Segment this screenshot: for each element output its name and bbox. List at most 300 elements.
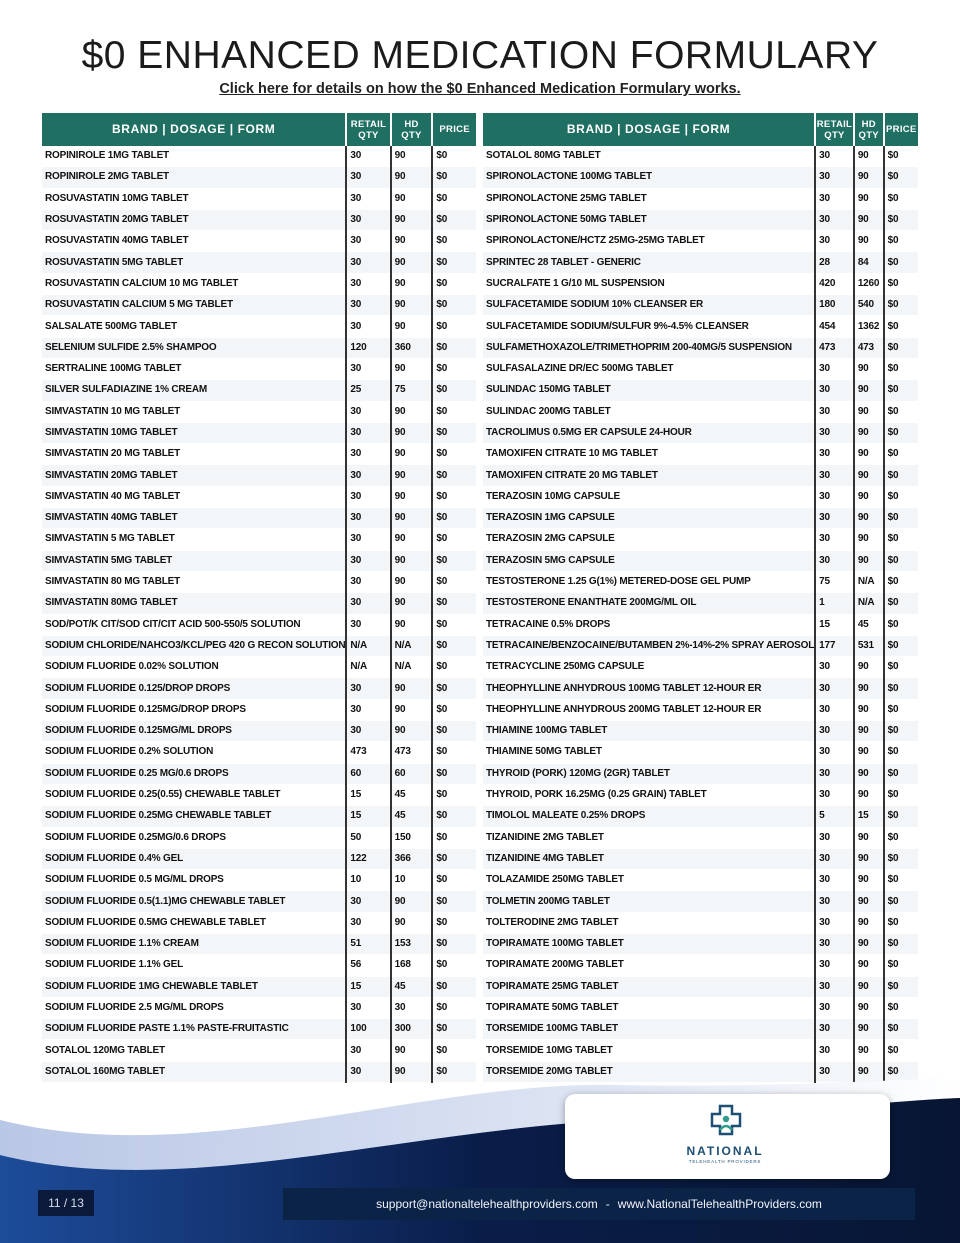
retail-qty-cell: 28 [815,252,854,273]
hd-qty-cell: 90 [854,1040,884,1061]
hd-qty-cell: 90 [391,252,433,273]
table-row [483,209,918,230]
price-cell: $0 [432,550,476,571]
price-cell: $0 [884,678,918,699]
hd-qty-cell: 60 [391,763,433,784]
medication-name-cell: TETRACAINE/BENZOCAINE/BUTAMBEN 2%-14%-2% SPRAY AEROSOL [483,635,815,656]
price-cell: $0 [884,465,918,486]
price-cell: $0 [884,912,918,933]
retail-qty-cell: 30 [815,231,854,252]
retail-qty-cell: 122 [346,848,390,869]
price-cell: $0 [432,188,476,209]
table-row [483,295,918,316]
price-cell: $0 [432,827,476,848]
retail-qty-cell: 30 [346,891,390,912]
medication-name-cell: ROSUVASTATIN 5MG TABLET [42,252,346,273]
retail-qty-cell: 30 [815,955,854,976]
table-row [42,955,476,976]
retail-qty-cell: 30 [815,508,854,529]
table-row [42,827,476,848]
retail-qty-cell: 30 [815,422,854,443]
retail-qty-cell: 473 [815,337,854,358]
medication-name-cell: SIMVASTATIN 10 MG TABLET [42,401,346,422]
medication-name-cell: THYROID, PORK 16.25MG (0.25 GRAIN) TABLET [483,784,815,805]
table-row [42,912,476,933]
retail-qty-cell: 30 [815,678,854,699]
price-cell: $0 [432,529,476,550]
hd-qty-cell: 90 [391,209,433,230]
hd-qty-cell: 45 [854,614,884,635]
medication-name-cell: SUCRALFATE 1 G/10 ML SUSPENSION [483,273,815,294]
medication-name-cell: SOTALOL 80MG TABLET [483,146,815,167]
hd-qty-cell: 90 [391,188,433,209]
hd-qty-cell: 90 [854,933,884,954]
retail-qty-cell: 15 [346,976,390,997]
price-cell: $0 [884,997,918,1018]
price-cell: $0 [432,465,476,486]
hd-qty-cell: 90 [854,465,884,486]
table-row [42,252,476,273]
hd-qty-cell: 90 [854,550,884,571]
price-cell: $0 [884,614,918,635]
retail-qty-cell: 177 [815,635,854,656]
table-row [42,529,476,550]
medication-name-cell: SIMVASTATIN 40 MG TABLET [42,486,346,507]
price-cell: $0 [432,870,476,891]
price-cell: $0 [432,848,476,869]
medication-name-cell: SPIRONOLACTONE 50MG TABLET [483,209,815,230]
price-cell: $0 [432,635,476,656]
retail-qty-line1: RETAIL [816,118,853,130]
price-cell: $0 [432,422,476,443]
medication-name-cell: SULINDAC 150MG TABLET [483,380,815,401]
retail-qty-cell: 30 [815,976,854,997]
table-header-row [483,113,918,146]
retail-qty-cell: 30 [815,1040,854,1061]
medication-name-cell: SODIUM FLUORIDE 2.5 MG/ML DROPS [42,997,346,1018]
hd-qty-cell: 90 [854,422,884,443]
table-row [483,593,918,614]
price-cell: $0 [884,593,918,614]
medication-name-cell: SOTALOL 120MG TABLET [42,1040,346,1061]
medication-name-cell: THYROID (PORK) 120MG (2GR) TABLET [483,763,815,784]
table-row [483,571,918,592]
price-cell: $0 [432,784,476,805]
price-cell: $0 [884,273,918,294]
table-row [42,273,476,294]
medication-name-cell: TETRACAINE 0.5% DROPS [483,614,815,635]
table-row [483,721,918,742]
hd-qty-line1: HD [404,118,419,130]
hd-qty-cell: 75 [391,380,433,401]
price-cell: $0 [432,444,476,465]
medication-name-cell: TORSEMIDE 100MG TABLET [483,1019,815,1040]
price-cell: $0 [884,742,918,763]
retail-qty-cell: 30 [815,550,854,571]
medication-name-cell: ROSUVASTATIN CALCIUM 5 MG TABLET [42,295,346,316]
price-cell: $0 [432,316,476,337]
medication-name-cell: SIMVASTATIN 10MG TABLET [42,422,346,443]
price-cell: $0 [884,784,918,805]
medication-name-cell: TERAZOSIN 5MG CAPSULE [483,550,815,571]
hd-qty-cell: 90 [391,146,433,167]
medication-name-cell: SODIUM FLUORIDE 1.1% GEL [42,955,346,976]
retail-qty-cell: 15 [346,784,390,805]
table-row [42,444,476,465]
medication-name-cell: TORSEMIDE 10MG TABLET [483,1040,815,1061]
medication-name-cell: SPIRONOLACTONE 25MG TABLET [483,188,815,209]
medication-name-cell: SIMVASTATIN 5MG TABLET [42,550,346,571]
price-cell: $0 [432,891,476,912]
table-row [483,167,918,188]
table-row [42,699,476,720]
hd-qty-cell: 540 [854,295,884,316]
hd-qty-cell: 90 [854,976,884,997]
medication-name-cell: SULFACETAMIDE SODIUM 10% CLEANSER ER [483,295,815,316]
price-cell: $0 [432,486,476,507]
table-row [42,295,476,316]
price-cell: $0 [432,933,476,954]
retail-qty-cell: 30 [346,486,390,507]
price-cell: $0 [884,827,918,848]
medication-name-cell: SOD/POT/K CIT/SOD CIT/CIT ACID 500-550/5 SOLUTION [42,614,346,635]
medication-name-cell: ROSUVASTATIN CALCIUM 10 MG TABLET [42,273,346,294]
price-cell: $0 [884,933,918,954]
hd-qty-cell: 90 [391,550,433,571]
hd-qty-cell: 90 [854,997,884,1018]
medication-name-cell: SODIUM FLUORIDE 1MG CHEWABLE TABLET [42,976,346,997]
medication-name-cell: TOLAZAMIDE 250MG TABLET [483,870,815,891]
retail-qty-cell: 30 [815,401,854,422]
hd-qty-cell: 1362 [854,316,884,337]
price-cell: $0 [432,273,476,294]
price-cell: $0 [884,188,918,209]
hd-qty-line1: HD [861,118,876,130]
price-cell: $0 [432,955,476,976]
retail-qty-cell: 30 [815,827,854,848]
retail-qty-cell: 25 [346,380,390,401]
hd-qty-cell: 90 [854,912,884,933]
retail-qty-cell: 15 [346,806,390,827]
hd-qty-cell: 300 [391,1019,433,1040]
price-cell: $0 [884,401,918,422]
price-cell: $0 [432,508,476,529]
retail-qty-cell: 30 [815,721,854,742]
table-row [483,252,918,273]
medication-name-cell: SIMVASTATIN 20MG TABLET [42,465,346,486]
retail-qty-cell: 30 [346,912,390,933]
table-row [42,593,476,614]
hd-qty-cell: 90 [854,529,884,550]
hd-qty-cell: 90 [854,1019,884,1040]
price-column-header: PRICE [432,113,476,146]
price-cell: $0 [432,657,476,678]
hd-qty-cell: 90 [854,699,884,720]
page-number: 11 / 13 [38,1190,94,1216]
table-row [483,146,918,167]
retail-qty-cell: 30 [815,742,854,763]
table-header-row [42,113,476,146]
medication-name-cell: SODIUM FLUORIDE 0.125/DROP DROPS [42,678,346,699]
table-row [483,444,918,465]
hd-qty-cell: 90 [391,231,433,252]
price-cell: $0 [884,1019,918,1040]
price-cell: $0 [884,721,918,742]
retail-qty-cell: 56 [346,955,390,976]
table-row [483,380,918,401]
retail-qty-cell: 30 [346,1061,390,1082]
table-row [483,678,918,699]
retail-qty-cell: 30 [346,1040,390,1061]
medication-name-cell: SIMVASTATIN 80MG TABLET [42,593,346,614]
medication-name-cell: THEOPHYLLINE ANHYDROUS 200MG TABLET 12-HOUR ER [483,699,815,720]
table-row [483,316,918,337]
retail-qty-cell: 30 [815,188,854,209]
medication-name-cell: SODIUM FLUORIDE 0.25 MG/0.6 DROPS [42,763,346,784]
retail-qty-cell: 30 [346,209,390,230]
hd-qty-cell: N/A [854,571,884,592]
retail-qty-cell: 30 [346,401,390,422]
retail-qty-cell: 30 [346,529,390,550]
table-row [42,1019,476,1040]
price-cell: $0 [432,1061,476,1082]
table-row [42,209,476,230]
price-cell: $0 [432,252,476,273]
table-row [42,614,476,635]
medication-name-cell: SPRINTEC 28 TABLET - GENERIC [483,252,815,273]
medication-name-cell: SIMVASTATIN 20 MG TABLET [42,444,346,465]
medical-cross-logo-icon [705,1104,747,1138]
medication-name-cell: THEOPHYLLINE ANHYDROUS 100MG TABLET 12-HOUR ER [483,678,815,699]
retail-qty-cell: 1 [815,593,854,614]
medication-name-cell: TOLMETIN 200MG TABLET [483,891,815,912]
medication-name-cell: SIMVASTATIN 40MG TABLET [42,508,346,529]
hd-qty-cell: 45 [391,784,433,805]
hd-qty-cell: 153 [391,933,433,954]
brand-column-header: BRAND | DOSAGE | FORM [42,113,346,146]
table-row [483,912,918,933]
table-row [483,955,918,976]
table-row [483,337,918,358]
retail-qty-cell: 30 [346,678,390,699]
table-row [483,358,918,379]
table-row [42,486,476,507]
table-row [483,401,918,422]
hd-qty-cell: 90 [391,508,433,529]
medication-name-cell: TERAZOSIN 2MG CAPSULE [483,529,815,550]
retail-qty-cell: 30 [815,763,854,784]
retail-qty-column-header [815,113,854,146]
price-cell: $0 [884,529,918,550]
website-link[interactable]: www.NationalTelehealthProviders.com [617,1197,822,1211]
hd-qty-cell: 90 [391,571,433,592]
table-row [483,870,918,891]
contact-bar [283,1188,915,1220]
price-cell: $0 [432,295,476,316]
hd-qty-cell: 90 [854,891,884,912]
medication-name-cell: SIMVASTATIN 5 MG TABLET [42,529,346,550]
price-cell: $0 [884,146,918,167]
hd-qty-cell: 168 [391,955,433,976]
table-row [42,571,476,592]
hd-qty-cell: 90 [854,763,884,784]
retail-qty-cell: 30 [815,167,854,188]
medication-name-cell: TERAZOSIN 1MG CAPSULE [483,508,815,529]
price-cell: $0 [432,742,476,763]
support-email-link[interactable]: support@nationaltelehealthproviders.com [376,1197,598,1211]
table-row [483,550,918,571]
table-row [42,657,476,678]
table-row [483,827,918,848]
medication-name-cell: TOPIRAMATE 200MG TABLET [483,955,815,976]
price-cell: $0 [432,678,476,699]
price-cell: $0 [432,1019,476,1040]
retail-qty-cell: 30 [346,252,390,273]
hd-qty-cell: 150 [391,827,433,848]
table-row [42,742,476,763]
medication-name-cell: SODIUM FLUORIDE 0.5 MG/ML DROPS [42,870,346,891]
table-row [483,784,918,805]
price-cell: $0 [432,571,476,592]
retail-qty-line1: RETAIL [350,118,387,130]
retail-qty-cell: 30 [815,1019,854,1040]
retail-qty-cell: 30 [346,188,390,209]
price-cell: $0 [884,635,918,656]
medication-name-cell: TOPIRAMATE 50MG TABLET [483,997,815,1018]
price-cell: $0 [884,209,918,230]
table-row [42,848,476,869]
medication-name-cell: SODIUM CHLORIDE/NAHCO3/KCL/PEG 420 G RECON SOLUTION [42,635,346,656]
price-cell: $0 [884,444,918,465]
table-row [483,1040,918,1061]
medication-name-cell: ROPINIROLE 2MG TABLET [42,167,346,188]
hd-qty-column-header [854,113,884,146]
retail-qty-cell: 30 [346,444,390,465]
hd-qty-cell: 90 [854,486,884,507]
table-row [42,997,476,1018]
medication-name-cell: ROSUVASTATIN 40MG TABLET [42,231,346,252]
hd-qty-cell: N/A [391,657,433,678]
brand-column-header: BRAND | DOSAGE | FORM [483,113,815,146]
price-cell: $0 [432,721,476,742]
table-row [42,1040,476,1061]
hd-qty-cell: 90 [854,678,884,699]
table-row [42,635,476,656]
medication-name-cell: TOPIRAMATE 100MG TABLET [483,933,815,954]
hd-qty-cell: 90 [391,614,433,635]
hd-qty-cell: 90 [391,1061,433,1082]
table-row [42,891,476,912]
price-cell: $0 [432,593,476,614]
hd-qty-cell: 90 [854,231,884,252]
price-cell: $0 [884,891,918,912]
retail-qty-cell: 420 [815,273,854,294]
price-cell: $0 [432,380,476,401]
table-row [42,188,476,209]
formulary-table-left-body [42,146,476,1083]
medication-name-cell: SULFACETAMIDE SODIUM/SULFUR 9%-4.5% CLEANSER [483,316,815,337]
hd-qty-cell: 90 [854,870,884,891]
medication-name-cell: SELENIUM SULFIDE 2.5% SHAMPOO [42,337,346,358]
price-cell: $0 [432,209,476,230]
price-cell: $0 [432,146,476,167]
hd-qty-column-header [391,113,433,146]
medication-name-cell: SULFAMETHOXAZOLE/TRIMETHOPRIM 200-40MG/5 SUSPENSION [483,337,815,358]
retail-qty-cell: 30 [346,721,390,742]
table-row [42,763,476,784]
hd-qty-cell: 1260 [854,273,884,294]
medication-name-cell: SODIUM FLUORIDE 0.25(0.55) CHEWABLE TABLET [42,784,346,805]
medication-name-cell: TORSEMIDE 20MG TABLET [483,1061,815,1082]
hd-qty-cell: 84 [854,252,884,273]
table-row [483,699,918,720]
hd-qty-cell: N/A [854,593,884,614]
hd-qty-cell: 90 [391,273,433,294]
medication-name-cell: SODIUM FLUORIDE 0.02% SOLUTION [42,657,346,678]
table-row [483,465,918,486]
medication-name-cell: SPIRONOLACTONE/HCTZ 25MG-25MG TABLET [483,231,815,252]
medication-name-cell: SILVER SULFADIAZINE 1% CREAM [42,380,346,401]
table-row [42,358,476,379]
retail-qty-cell: 30 [346,614,390,635]
table-row [483,891,918,912]
table-row [42,337,476,358]
retail-qty-cell: 60 [346,763,390,784]
hd-qty-cell: 90 [854,848,884,869]
hd-qty-cell: 15 [854,806,884,827]
retail-qty-cell: 30 [815,486,854,507]
retail-qty-cell: 180 [815,295,854,316]
retail-qty-cell: 30 [815,657,854,678]
retail-qty-cell: 5 [815,806,854,827]
formulary-table-left [42,113,476,1083]
table-row [42,508,476,529]
table-row [483,742,918,763]
hd-qty-cell: 90 [391,422,433,443]
logo-wordmark: NATIONAL [686,1144,764,1158]
price-cell: $0 [432,912,476,933]
price-cell: $0 [884,422,918,443]
retail-qty-cell: 100 [346,1019,390,1040]
retail-qty-cell: 30 [346,358,390,379]
price-cell: $0 [884,1061,918,1082]
price-cell: $0 [432,699,476,720]
medication-name-cell: SPIRONOLACTONE 100MG TABLET [483,167,815,188]
medication-name-cell: SERTRALINE 100MG TABLET [42,358,346,379]
retail-qty-cell: 30 [346,593,390,614]
table-row [42,231,476,252]
medication-name-cell: SULFASALAZINE DR/EC 500MG TABLET [483,358,815,379]
logo-card [565,1094,890,1179]
hd-qty-cell: 90 [391,444,433,465]
medication-name-cell: TOLTERODINE 2MG TABLET [483,912,815,933]
hd-qty-cell: 90 [391,401,433,422]
retail-qty-cell: 30 [815,209,854,230]
table-row [483,806,918,827]
medication-name-cell: TACROLIMUS 0.5MG ER CAPSULE 24-HOUR [483,422,815,443]
medication-name-cell: SULINDAC 200MG TABLET [483,401,815,422]
hd-qty-cell: 90 [854,380,884,401]
price-cell: $0 [432,976,476,997]
table-row [42,806,476,827]
medication-name-cell: SODIUM FLUORIDE 1.1% CREAM [42,933,346,954]
price-cell: $0 [884,763,918,784]
table-row [483,635,918,656]
hd-qty-cell: 90 [391,593,433,614]
table-row [42,422,476,443]
formulary-details-link[interactable]: Click here for details on how the $0 Enhanced Medication Formulary works. [219,81,741,97]
price-cell: $0 [432,1040,476,1061]
